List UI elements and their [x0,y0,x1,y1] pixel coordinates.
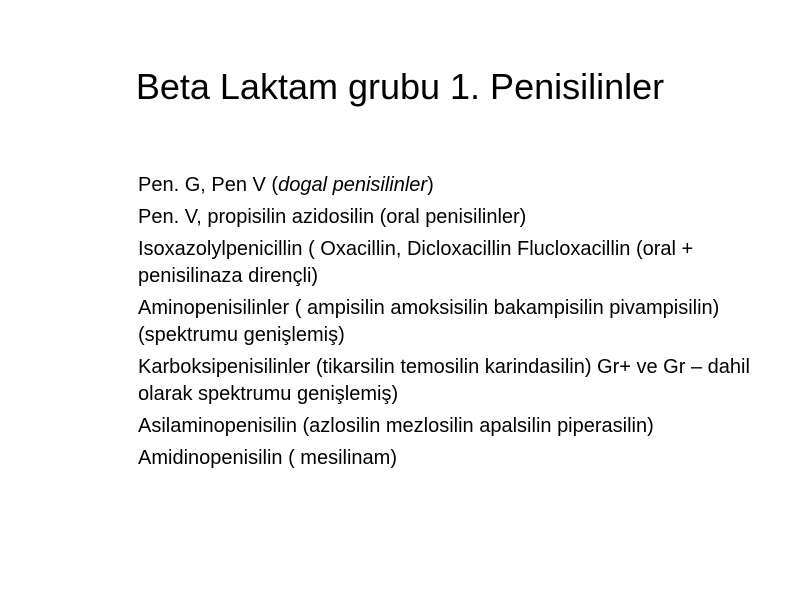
bullet-item-natural-penicillins [138,172,778,199]
bullet-item-amidinopenicillin: Amidinopenisilin ( mesilinam) [138,447,397,469]
bullet-item-carboxypenicillins: Karboksipenisilinler (tikarsilin temosilin karindasilin) Gr+ ve Gr – dahil olarak spektrumu genişlemiş) [138,356,750,405]
bullet-text-start: Pen. G, Pen V ( [138,174,279,196]
bullet-list [138,172,778,477]
bullet-item-acylaminopenicillin: Asilaminopenisilin (azlosilin mezlosilin apalsilin piperasilin) [138,415,654,437]
bullet-item-oral-penicillins: Pen. V, propisilin azidosilin (oral penisilinler) [138,206,527,228]
bullet-text-end: ) [427,174,434,196]
slide-title: Beta Laktam grubu 1. Penisilinler [135,66,665,107]
bullet-item-isoxazolylpenicillin: Isoxazolylpenicillin ( Oxacillin, Dicloxacillin Flucloxacillin (oral + penisilinaza dirençli) [138,238,694,287]
bullet-item-aminopenicillins: Aminopenisilinler ( ampisilin amoksisilin bakampisilin pivampisilin) (spektrumu genişlemiş) [138,297,720,346]
bullet-text-italic: dogal penisilinler [278,174,428,196]
